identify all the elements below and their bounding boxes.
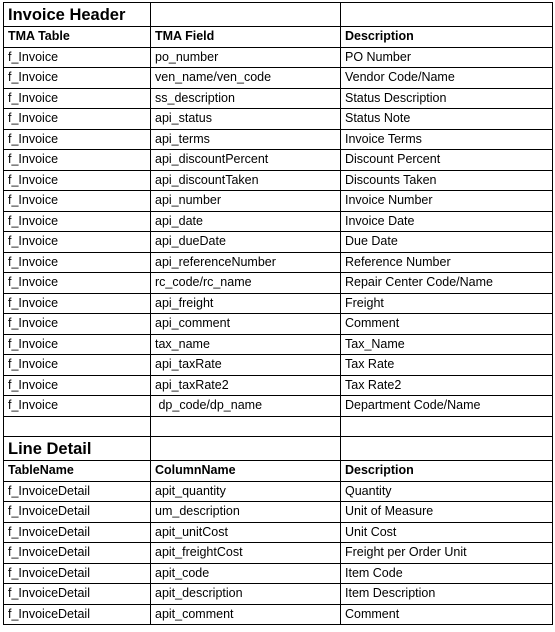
empty-cell [341, 437, 553, 461]
table-cell: f_InvoiceDetail [4, 481, 151, 502]
table-cell: f_Invoice [4, 355, 151, 376]
table-row [4, 170, 553, 191]
description-cell: Freight [341, 293, 553, 314]
description-cell: Due Date [341, 232, 553, 253]
field-cell: apit_unitCost [151, 522, 341, 543]
table-row [4, 252, 553, 273]
table-row [4, 293, 553, 314]
table-row [4, 522, 553, 543]
table-row [4, 68, 553, 89]
description-cell: Status Note [341, 109, 553, 130]
table-cell: f_InvoiceDetail [4, 522, 151, 543]
table-row [4, 396, 553, 417]
field-cell: api_terms [151, 129, 341, 150]
table-cell: f_InvoiceDetail [4, 543, 151, 564]
table-cell: f_Invoice [4, 334, 151, 355]
description-cell: Vendor Code/Name [341, 68, 553, 89]
field-cell: api_date [151, 211, 341, 232]
invoice-header-section-row [4, 3, 553, 27]
field-cell: api_taxRate [151, 355, 341, 376]
table-row [4, 375, 553, 396]
description-cell: Freight per Order Unit [341, 543, 553, 564]
table-cell: f_Invoice [4, 232, 151, 253]
field-cell: api_number [151, 191, 341, 212]
field-cell: apit_comment [151, 604, 341, 625]
table-row [4, 109, 553, 130]
description-cell: Discounts Taken [341, 170, 553, 191]
table-cell: f_Invoice [4, 211, 151, 232]
description-cell: Tax Rate2 [341, 375, 553, 396]
field-cell: apit_code [151, 563, 341, 584]
field-mapping-table [3, 2, 553, 625]
description-cell: Invoice Date [341, 211, 553, 232]
column-header-description: Description [341, 27, 553, 48]
field-cell: api_referenceNumber [151, 252, 341, 273]
table-row [4, 334, 553, 355]
description-cell: Reference Number [341, 252, 553, 273]
table-row [4, 273, 553, 294]
table-cell: f_InvoiceDetail [4, 502, 151, 523]
column-header-table: TMA Table [4, 27, 151, 48]
field-cell: api_status [151, 109, 341, 130]
empty-cell [341, 416, 553, 437]
description-cell: Quantity [341, 481, 553, 502]
description-cell: Invoice Number [341, 191, 553, 212]
description-cell: Repair Center Code/Name [341, 273, 553, 294]
table-cell: f_Invoice [4, 88, 151, 109]
table-cell: f_Invoice [4, 47, 151, 68]
field-mapping-body [4, 3, 553, 625]
field-cell: tax_name [151, 334, 341, 355]
table-cell: f_Invoice [4, 314, 151, 335]
field-cell: apit_freightCost [151, 543, 341, 564]
table-row [4, 604, 553, 625]
field-cell: um_description [151, 502, 341, 523]
table-row [4, 355, 553, 376]
table-row [4, 584, 553, 605]
table-cell: f_Invoice [4, 109, 151, 130]
empty-cell [151, 437, 341, 461]
line-detail-column-headers [4, 461, 553, 482]
empty-cell [341, 3, 553, 27]
field-cell: api_freight [151, 293, 341, 314]
table-row [4, 191, 553, 212]
field-cell: api_taxRate2 [151, 375, 341, 396]
description-cell: Status Description [341, 88, 553, 109]
field-cell: api_discountTaken [151, 170, 341, 191]
table-row [4, 314, 553, 335]
table-cell: f_Invoice [4, 252, 151, 273]
table-cell: f_InvoiceDetail [4, 563, 151, 584]
description-cell: Tax Rate [341, 355, 553, 376]
blank-row [4, 416, 553, 437]
table-cell: f_Invoice [4, 129, 151, 150]
table-cell: f_InvoiceDetail [4, 584, 151, 605]
description-cell: Department Code/Name [341, 396, 553, 417]
description-cell: Comment [341, 604, 553, 625]
description-cell: PO Number [341, 47, 553, 68]
column-header-table: TableName [4, 461, 151, 482]
field-cell: api_comment [151, 314, 341, 335]
table-cell: f_Invoice [4, 68, 151, 89]
table-cell: f_Invoice [4, 273, 151, 294]
description-cell: Invoice Terms [341, 129, 553, 150]
field-cell: ss_description [151, 88, 341, 109]
field-cell: api_discountPercent [151, 150, 341, 171]
table-row [4, 129, 553, 150]
table-cell: f_Invoice [4, 150, 151, 171]
description-cell: Unit of Measure [341, 502, 553, 523]
field-cell: apit_description [151, 584, 341, 605]
description-cell: Discount Percent [341, 150, 553, 171]
line-detail-title: Line Detail [4, 437, 151, 461]
field-cell: api_dueDate [151, 232, 341, 253]
table-cell: f_Invoice [4, 396, 151, 417]
table-row [4, 88, 553, 109]
table-row [4, 47, 553, 68]
column-header-field: ColumnName [151, 461, 341, 482]
empty-cell [151, 416, 341, 437]
table-row [4, 211, 553, 232]
table-row [4, 563, 553, 584]
field-cell: ven_name/ven_code [151, 68, 341, 89]
field-cell: po_number [151, 47, 341, 68]
table-cell: f_Invoice [4, 293, 151, 314]
table-row [4, 150, 553, 171]
table-row [4, 502, 553, 523]
description-cell: Unit Cost [341, 522, 553, 543]
empty-cell [151, 3, 341, 27]
invoice-header-title: Invoice Header [4, 3, 151, 27]
table-row [4, 481, 553, 502]
table-row [4, 232, 553, 253]
table-cell: f_InvoiceDetail [4, 604, 151, 625]
column-header-field: TMA Field [151, 27, 341, 48]
table-cell: f_Invoice [4, 191, 151, 212]
description-cell: Item Code [341, 563, 553, 584]
field-cell: dp_code/dp_name [151, 396, 341, 417]
empty-cell [4, 416, 151, 437]
column-header-description: Description [341, 461, 553, 482]
description-cell: Comment [341, 314, 553, 335]
description-cell: Tax_Name [341, 334, 553, 355]
table-cell: f_Invoice [4, 170, 151, 191]
line-detail-section-row [4, 437, 553, 461]
description-cell: Item Description [341, 584, 553, 605]
field-cell: rc_code/rc_name [151, 273, 341, 294]
field-cell: apit_quantity [151, 481, 341, 502]
invoice-header-column-headers [4, 27, 553, 48]
table-cell: f_Invoice [4, 375, 151, 396]
table-row [4, 543, 553, 564]
